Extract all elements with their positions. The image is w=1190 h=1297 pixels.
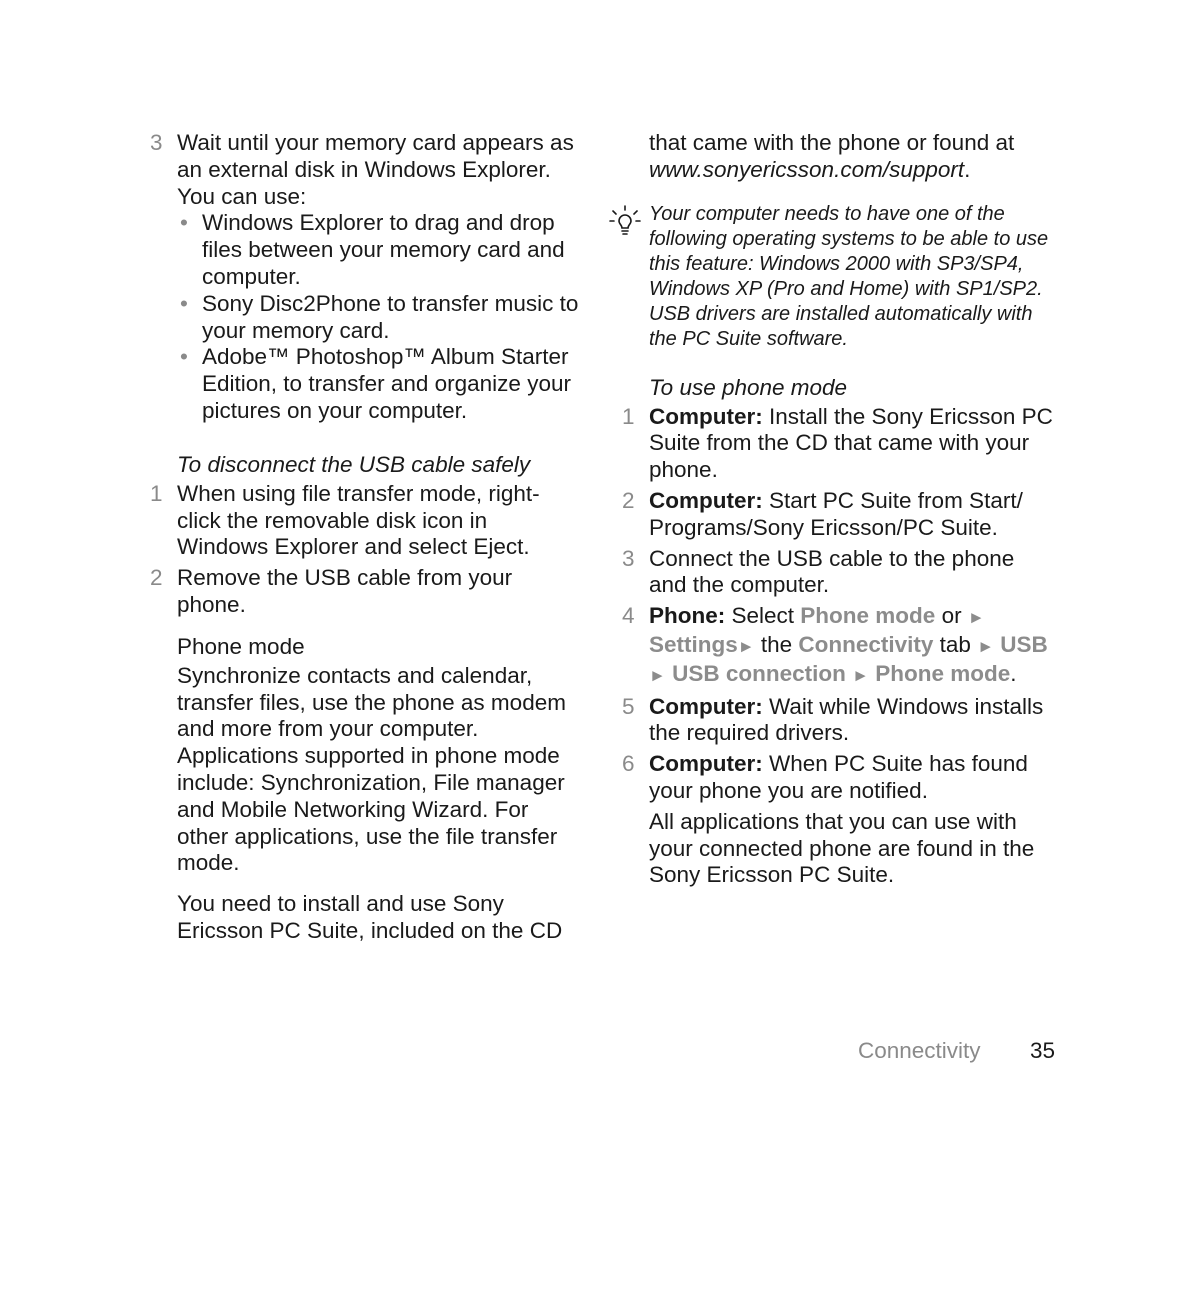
step-text: Connect the USB cable to the phone and the computer. — [649, 545, 1015, 598]
continuation-text: that came with the phone or found at www.sonyericsson.com/support. — [649, 130, 1015, 182]
menu-usb: USB — [1000, 631, 1048, 657]
tip-text-2: USB drivers are installed automatically with the PC Suite software. — [649, 302, 1033, 350]
step-number: 3 — [622, 545, 635, 571]
disconnect-step-1 — [150, 481, 582, 561]
phone-step-3 — [622, 546, 1058, 600]
menu-usb-connection: USB connection — [672, 660, 846, 686]
step-number: 1 — [622, 403, 635, 429]
step-text: Start PC Suite from Start/ Programs/Sony Ericsson/PC Suite. — [649, 487, 1023, 540]
left-column — [150, 130, 582, 959]
step-number: 3 — [150, 130, 163, 155]
tip-text-1: Your computer needs to have one of the following operating systems to be able to use this feature: Windows 2000 with SP3/SP4, Windows XP (Pro and Home) with SP1/SP2. — [649, 202, 1049, 300]
phone-step-2 — [622, 488, 1058, 542]
step-text: Remove the USB cable from your phone. — [177, 565, 513, 617]
tip-box — [622, 202, 1058, 352]
step-text: Install the Sony Ericsson PC Suite from the CD that came with your phone. — [649, 403, 1053, 483]
arrow-right-icon: ► — [649, 665, 666, 685]
bullet-item: • Sony Disc2Phone to transfer music to your memory card. — [180, 290, 579, 343]
step-number: 2 — [150, 565, 163, 591]
step-number: 1 — [150, 480, 163, 506]
phone-step-1 — [622, 404, 1058, 484]
menu-phone-mode-final: Phone mode — [875, 660, 1011, 686]
step-text: Wait until your memory card appears as an external disk in Windows Explorer. You can use: — [177, 130, 574, 209]
page-number: 35 — [1030, 1038, 1056, 1063]
page-footer — [858, 1038, 1056, 1064]
step-label: Computer: — [649, 403, 763, 429]
bullet-item: • Adobe™ Photoshop™ Album Starter Edition, to transfer and organize your pictures on your computer. — [180, 344, 571, 423]
pc-suite-paragraph: You need to install and use Sony Ericsson PC Suite, included on the CD — [177, 891, 563, 943]
disconnect-step-2 — [150, 565, 582, 619]
step-number: 6 — [622, 751, 635, 777]
arrow-right-icon: ► — [967, 608, 985, 628]
right-column — [622, 130, 1058, 893]
phone-mode-paragraph: Synchronize contacts and calendar, transfer files, use the phone as modem and more from your computer. Applications supported in phone mode include: Synchronization, File manager and Mobile Networking Wizard. For other applications, use the file transfer mode. — [177, 662, 566, 876]
lightbulb-icon — [608, 204, 642, 238]
menu-phone-mode: Phone mode — [800, 603, 936, 629]
phone-mode-heading: Phone mode — [177, 633, 305, 659]
menu-settings: Settings — [649, 631, 738, 657]
step-number: 2 — [622, 487, 635, 513]
step-number: 5 — [622, 693, 635, 719]
section-name: Connectivity — [858, 1038, 981, 1063]
use-phone-mode-heading: To use phone mode — [649, 374, 848, 400]
step-text: When PC Suite has found your phone you are notified. — [649, 751, 1028, 803]
step-label: Computer: — [649, 487, 763, 513]
support-url: www.sonyericsson.com/support — [649, 156, 965, 182]
bullet-icon: • — [180, 344, 188, 370]
step-text: Wait while Windows installs the required drivers. — [649, 693, 1044, 746]
arrow-right-icon: ► — [977, 636, 995, 656]
arrow-right-icon: ► — [852, 665, 869, 685]
phone-step-6 — [622, 751, 1058, 889]
bullet-item: • Windows Explorer to drag and drop files between your memory card and computer. — [180, 210, 565, 289]
step-label: Computer: — [649, 751, 763, 777]
step-label: Computer: — [649, 693, 763, 719]
phone-step-4: 4 Phone: Select Phone mode or ► Settings► the Connectivity tab ► USB ► USB connection ► Phone mode. — [622, 603, 1048, 686]
menu-connectivity: Connectivity — [798, 631, 934, 657]
step-extra-text: All applications that you can use with your connected phone are found in the Sony Ericsson PC Suite. — [649, 808, 1035, 888]
phone-step-5 — [622, 694, 1058, 748]
step-number: 4 — [622, 603, 635, 629]
bullet-list — [177, 210, 582, 424]
disconnect-heading: To disconnect the USB cable safely — [177, 451, 531, 477]
step-text: When using file transfer mode, right-click the removable disk icon in Windows Explorer and select Eject. — [177, 480, 540, 560]
bullet-icon: • — [180, 290, 188, 316]
step-label: Phone: — [649, 603, 726, 629]
step-3 — [150, 130, 582, 425]
bullet-icon: • — [180, 210, 188, 236]
arrow-right-icon: ► — [737, 636, 755, 656]
